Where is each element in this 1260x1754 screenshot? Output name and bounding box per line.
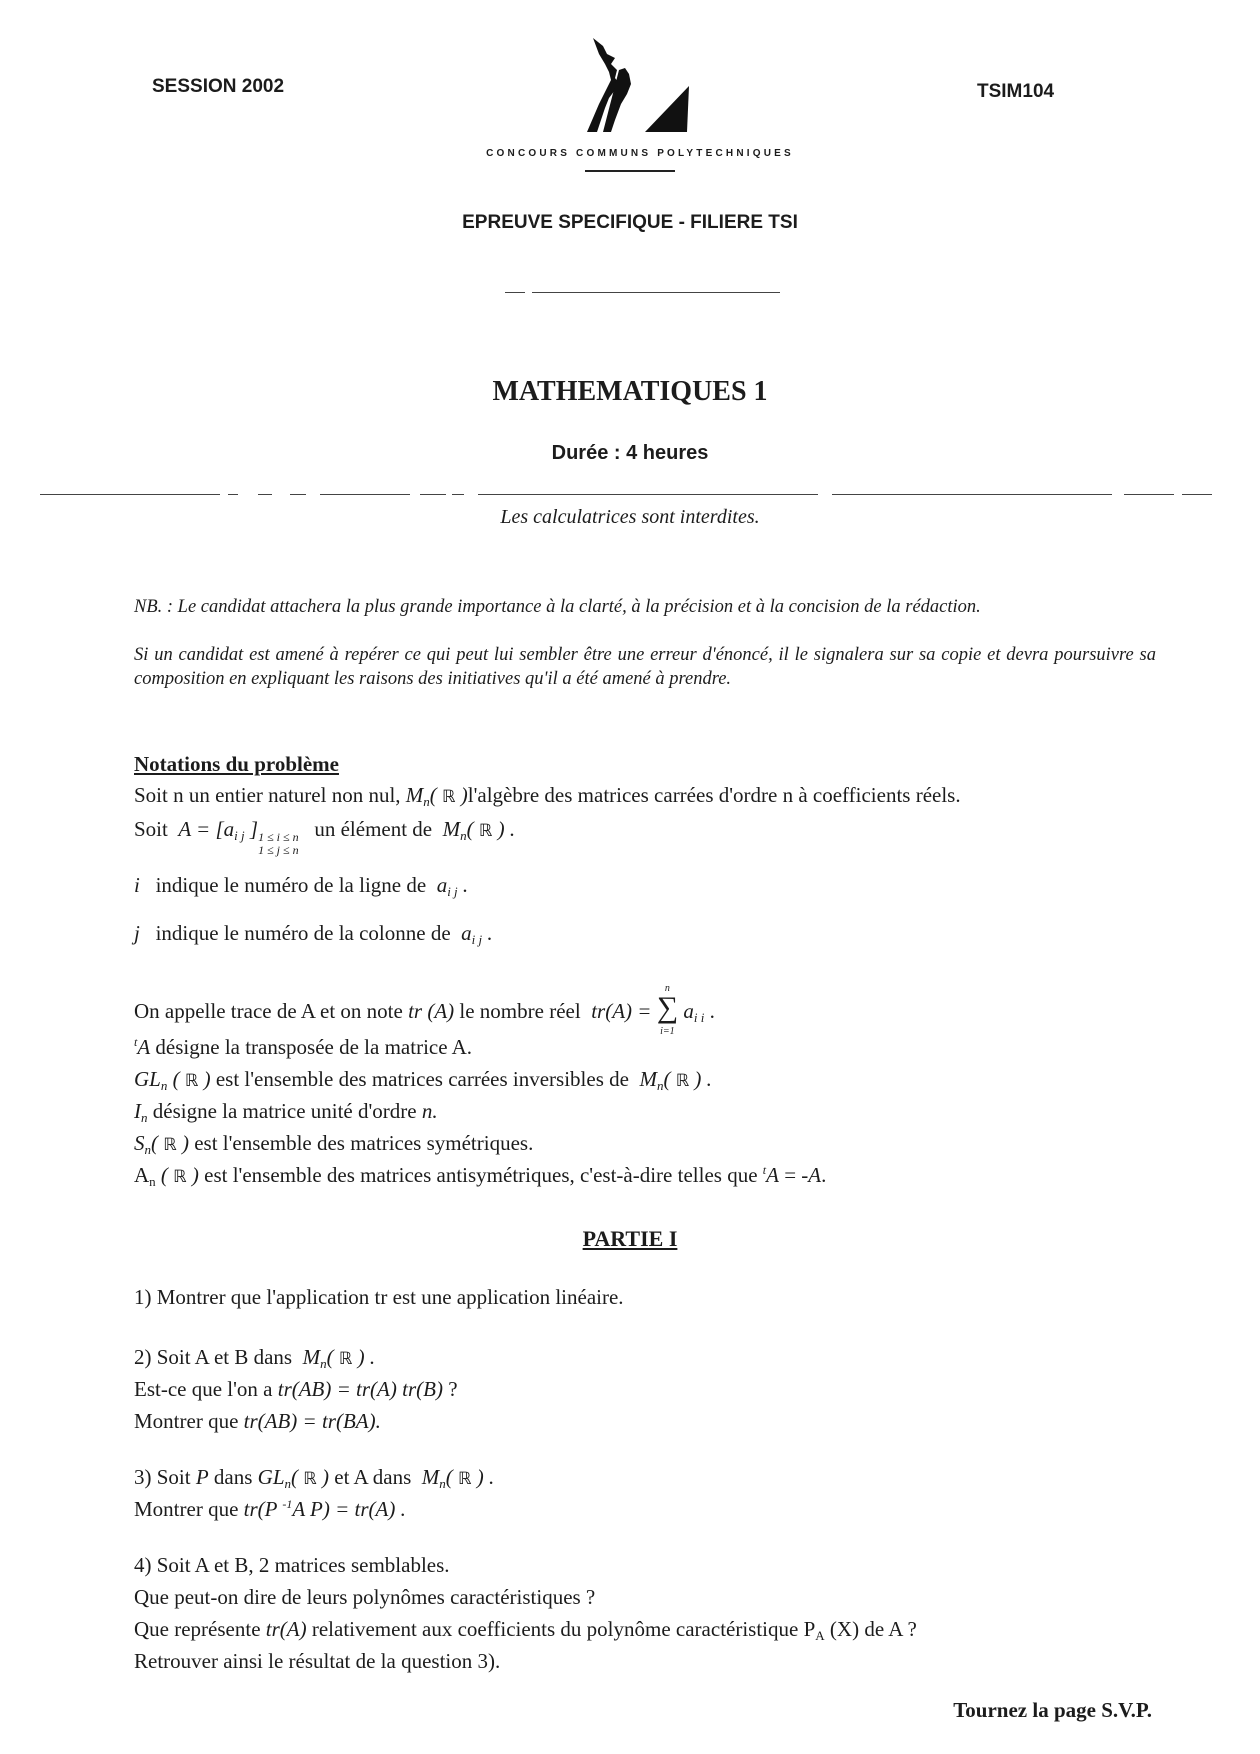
exam-code: TSIM104 — [977, 81, 1055, 102]
logo-underline — [585, 170, 675, 172]
nb-paragraph-2: Si un candidat est amené à repérer ce qui peut lui sembler être une erreur d'énoncé, il le signalera sur sa copie et devra poursuivre sa composition en expliquant les raisons des initiatives qu'il a été amené à prendre. — [134, 645, 1156, 690]
notation-line: Soit n un entier naturel non nul, $M_n$( ℝ )l'algèbre des matrices carrées d'ordre n à coefficients réels. — [134, 783, 961, 809]
notation-line: On appelle trace de A et on note tr (A) le nombre réel tr(A) = n ∑ i=1 $a_{i i}$ . — [134, 983, 715, 1037]
calculators-note: Les calculatrices sont interdites. — [500, 506, 760, 528]
question-4-line: Retrouver ainsi le résultat de la question 3). — [134, 1649, 501, 1673]
divider — [505, 292, 525, 293]
logo-caption: CONCOURS COMMUNS POLYTECHNIQUES — [486, 148, 794, 159]
part-title: PARTIE I — [582, 1226, 678, 1251]
notation-line: $^t$A désigne la transposée de la matrice A. — [134, 1035, 473, 1059]
turn-page-note: Tournez la page S.V.P. — [953, 1698, 1152, 1722]
question-2-line: Est-ce que l'on a tr(AB) = tr(A) tr(B) ? — [134, 1377, 458, 1401]
notation-line: $S_n$( ℝ ) est l'ensemble des matrices symétriques. — [134, 1131, 534, 1157]
question-2: 2) Soit A et B dans $M_n$( ℝ ) . — [134, 1345, 376, 1371]
nb-paragraph-1: NB. : Le candidat attachera la plus grande importance à la clarté, à la précision et à la concision de la rédaction. — [134, 597, 981, 617]
notation-line: Soit $A = [a_{i j}$ ]1 ≤ i ≤ n 1 ≤ j ≤ n un élément de $M_n$( ℝ ) . — [134, 817, 516, 857]
session-label: SESSION 2002 — [152, 76, 285, 97]
logo — [585, 34, 705, 144]
question-4-line: Que représente tr(A) relativement aux coefficients du polynôme caractéristique $P_A$ (X) de A ? — [134, 1617, 917, 1643]
question-4: 4) Soit A et B, 2 matrices semblables. — [134, 1553, 450, 1577]
divider — [532, 292, 780, 293]
duration: Durée : 4 heures — [551, 442, 709, 464]
notation-line: $GL_n$ ( ℝ ) est l'ensemble des matrices carrées inversibles de $M_n$( ℝ ) . — [134, 1067, 712, 1093]
notation-line: $I_n$ désigne la matrice unité d'ordre n. — [134, 1099, 438, 1125]
notation-line: i indique le numéro de la ligne de $a_{i j}$ . — [134, 873, 469, 899]
question-3: 3) Soit P dans $GL_n$( ℝ ) et A dans $M_n$( ℝ ) . — [134, 1465, 495, 1491]
question-4-line: Que peut-on dire de leurs polynômes caractéristiques ? — [134, 1585, 596, 1609]
question-2-line: Montrer que tr(AB) = tr(BA). — [134, 1409, 381, 1433]
notation-line: $A_n$ ( ℝ ) est l'ensemble des matrices antisymétriques, c'est-à-dire telles que $^t$A = -A. — [134, 1163, 827, 1189]
logo-profile-icon — [585, 34, 705, 144]
epreuve-title: EPREUVE SPECIFIQUE - FILIERE TSI — [462, 212, 798, 233]
question-3-line: Montrer que tr(P $^{-1}$A P) = tr(A) . — [134, 1497, 406, 1521]
question-1: 1) Montrer que l'application tr est une application linéaire. — [134, 1285, 624, 1309]
page-title: MATHEMATIQUES 1 — [492, 376, 768, 407]
notation-line: j indique le numéro de la colonne de $a_{i j}$ . — [134, 921, 493, 947]
notations-heading: Notations du problème — [134, 752, 339, 776]
